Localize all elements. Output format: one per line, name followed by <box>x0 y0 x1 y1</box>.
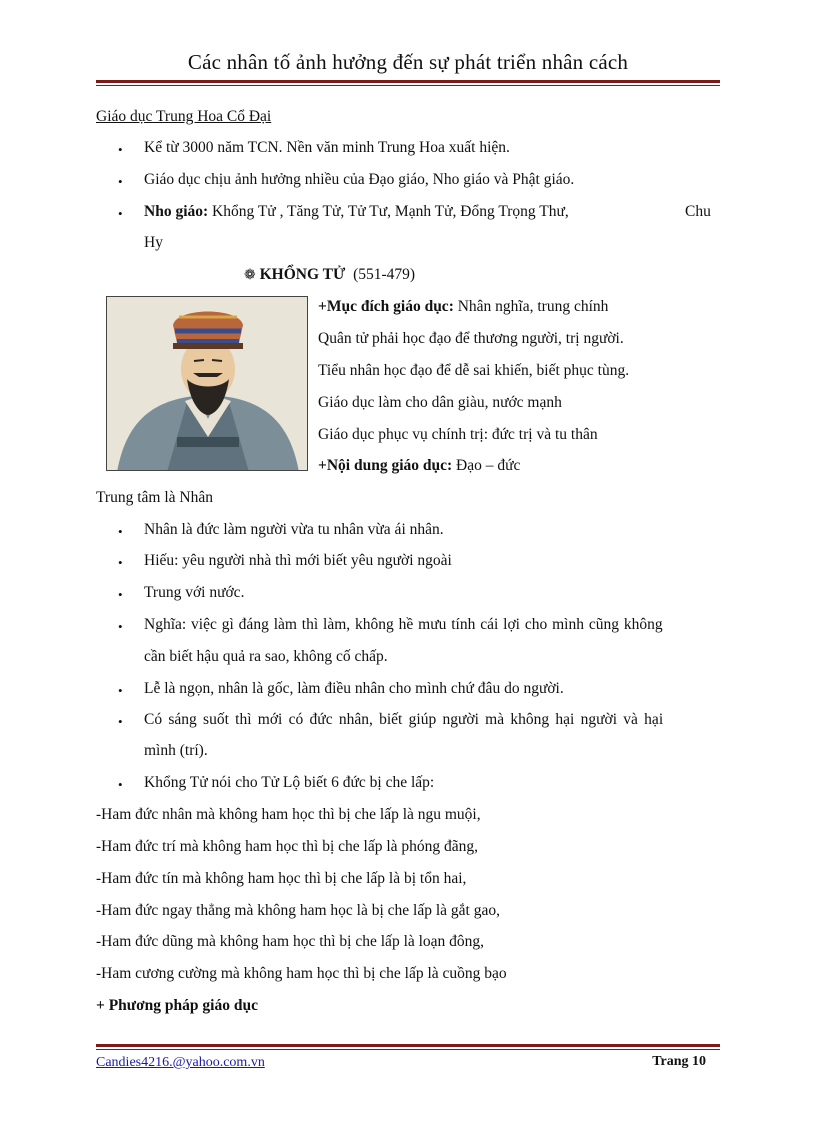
nhan-bullet-4-wrap: cần biết hậu quả ra sao, không cố chấp. <box>144 648 388 665</box>
nho-giao-line <box>144 203 569 221</box>
nhan-bullet-2: Hiếu: yêu người nhà thì mới biết yêu người ngoài <box>144 552 452 569</box>
section-title: Giáo dục Trung Hoa Cổ Đại <box>96 108 272 125</box>
khong-tu-heading <box>244 266 415 284</box>
che-lap-5: -Ham đức dũng mà không ham học thì bị che lấp là loạn đông, <box>96 933 485 950</box>
footer-email-link[interactable]: Candies4216.@yahoo.com.vn <box>96 1055 265 1070</box>
bullet-icon: • <box>118 206 123 221</box>
flower-icon: ❁ <box>244 268 256 283</box>
nhan-bullet-1: Nhân là đức làm người vừa tu nhân vừa ái nhân. <box>144 521 444 538</box>
muc-dich-line-2: Tiểu nhân học đạo để dễ sai khiến, biết phục tùng. <box>318 362 630 379</box>
che-lap-3: -Ham đức tín mà không ham học thì bị che lấp là bị tổn hai, <box>96 870 467 887</box>
nho-giao-tail: Chu <box>685 203 711 220</box>
bullet-icon: • <box>118 777 123 792</box>
phuong-phap-heading: + Phương pháp giáo dục <box>96 997 258 1014</box>
nhan-bullet-6: Có sáng suốt thì mới có đức nhân, biết giúp người mà không hại người và hại <box>144 711 664 728</box>
trung-tam-line: Trung tâm là Nhân <box>96 489 213 506</box>
nho-giao-label: Nho giáo: <box>144 203 209 220</box>
che-lap-6: -Ham cương cường mà không ham học thì bị che lấp là cuồng bạo <box>96 965 507 982</box>
khong-tu-name: KHỔNG TỬ <box>259 266 346 283</box>
page-header-title: Các nhân tố ảnh hưởng đến sự phát triển nhân cách <box>187 50 629 74</box>
muc-dich-line-4: Giáo dục phục vụ chính trị: đức trị và tu thân <box>318 426 598 443</box>
intro-bullet-1: Kể từ 3000 năm TCN. Nền văn minh Trung Hoa xuất hiện. <box>144 139 510 156</box>
khong-tu-years: (551-479) <box>353 266 416 283</box>
bullet-icon: • <box>118 555 123 570</box>
che-lap-4: -Ham đức ngay thẳng mà không ham học là bị che lấp là gắt gao, <box>96 902 500 919</box>
noi-dung-line <box>318 457 520 475</box>
header-rule-thin <box>96 85 720 86</box>
muc-dich-label: +Mục đích giáo dục: <box>318 298 454 315</box>
bullet-icon: • <box>118 587 123 602</box>
che-lap-1: -Ham đức nhân mà không ham học thì bị che lấp là ngu muội, <box>96 806 481 823</box>
bullet-icon: • <box>118 714 123 729</box>
confucius-portrait <box>106 296 308 471</box>
bullet-icon: • <box>118 142 123 157</box>
bullet-icon: • <box>118 683 123 698</box>
nhan-bullet-3: Trung với nước. <box>144 584 245 601</box>
muc-dich-line <box>318 298 608 316</box>
bullet-icon: • <box>118 524 123 539</box>
muc-dich-line-3: Giáo dục làm cho dân giàu, nước mạnh <box>318 394 562 411</box>
noi-dung-label: +Nội dung giáo dục: <box>318 457 453 474</box>
nhan-bullet-5: Lễ là ngọn, nhân là gốc, làm điều nhân cho mình chứ đâu do người. <box>144 680 564 697</box>
che-lap-2: -Ham đức trí mà không ham học thì bị che lấp là phóng đãng, <box>96 838 479 855</box>
bullet-icon: • <box>118 174 123 189</box>
muc-dich-value: Nhân nghĩa, trung chính <box>453 298 609 315</box>
nhan-bullet-7: Khổng Tử nói cho Tử Lộ biết 6 đức bị che lấp: <box>144 774 435 791</box>
nho-giao-wrap: Hy <box>144 234 163 251</box>
nho-giao-text: Khổng Tử , Tăng Tử, Tử Tư, Mạnh Tử, Đổng Trọng Thư, <box>208 203 569 220</box>
footer-rule-thin <box>96 1049 720 1050</box>
footer-rule-thick <box>96 1044 720 1047</box>
footer-page-number: Trang 10 <box>652 1054 706 1069</box>
nhan-bullet-6-wrap: mình (trí). <box>144 742 208 759</box>
noi-dung-value: Đạo – đức <box>452 457 521 474</box>
muc-dich-line-1: Quân tử phải học đạo để thương người, trị người. <box>318 330 624 347</box>
nhan-bullet-4: Nghĩa: việc gì đáng làm thì làm, không hề mưu tính cái lợi cho mình cũng không <box>144 616 663 633</box>
header-rule-thick <box>96 80 720 83</box>
intro-bullet-2: Giáo dục chịu ảnh hưởng nhiều của Đạo giáo, Nho giáo và Phật giáo. <box>144 171 575 188</box>
bullet-icon: • <box>118 619 123 634</box>
